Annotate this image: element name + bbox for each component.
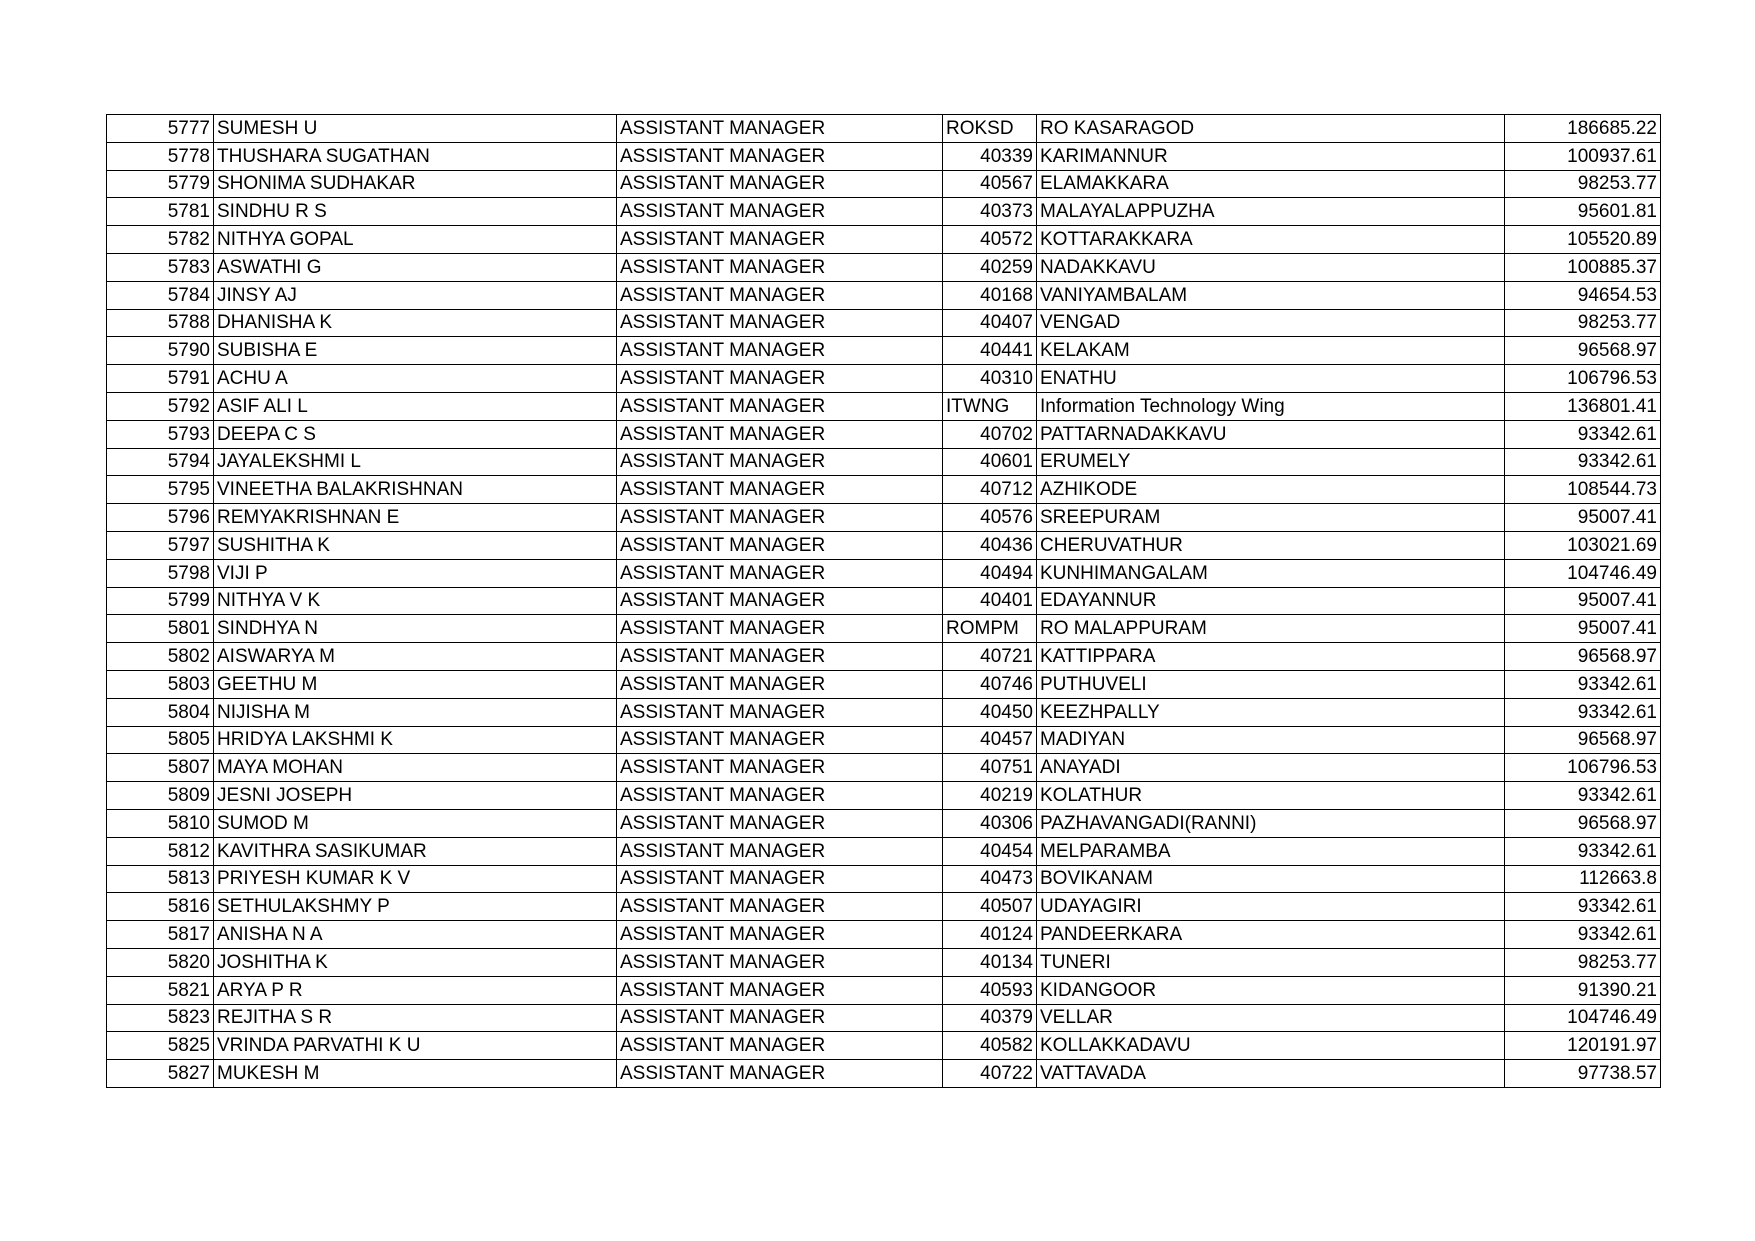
employee-id-cell: 5794 — [107, 448, 214, 476]
designation-cell: ASSISTANT MANAGER — [617, 809, 943, 837]
designation-cell: ASSISTANT MANAGER — [617, 476, 943, 504]
table-row — [107, 281, 1661, 309]
amount-cell: 91390.21 — [1505, 976, 1661, 1004]
table-row — [107, 115, 1661, 143]
office-code-cell: 40457 — [943, 726, 1037, 754]
employee-name-cell: NIJISHA M — [214, 698, 617, 726]
office-code-cell: 40339 — [943, 142, 1037, 170]
employee-id-cell: 5783 — [107, 253, 214, 281]
office-code-cell: 40436 — [943, 531, 1037, 559]
designation-cell: ASSISTANT MANAGER — [617, 948, 943, 976]
employee-name-cell: ARYA P R — [214, 976, 617, 1004]
designation-cell: ASSISTANT MANAGER — [617, 448, 943, 476]
employee-id-cell: 5799 — [107, 587, 214, 615]
table-row — [107, 782, 1661, 810]
office-name-cell: ERUMELY — [1037, 448, 1505, 476]
designation-cell: ASSISTANT MANAGER — [617, 865, 943, 893]
employee-name-cell: SINDHU R S — [214, 198, 617, 226]
office-name-cell: ELAMAKKARA — [1037, 170, 1505, 198]
designation-cell: ASSISTANT MANAGER — [617, 504, 943, 532]
amount-cell: 104746.49 — [1505, 559, 1661, 587]
employee-name-cell: VIJI P — [214, 559, 617, 587]
table-body — [107, 115, 1661, 1088]
employee-id-cell: 5797 — [107, 531, 214, 559]
employee-name-cell: JINSY AJ — [214, 281, 617, 309]
salary-table — [106, 114, 1661, 1088]
designation-cell: ASSISTANT MANAGER — [617, 531, 943, 559]
office-code-cell: 40450 — [943, 698, 1037, 726]
amount-cell: 95007.41 — [1505, 587, 1661, 615]
designation-cell: ASSISTANT MANAGER — [617, 754, 943, 782]
designation-cell: ASSISTANT MANAGER — [617, 837, 943, 865]
employee-id-cell: 5778 — [107, 142, 214, 170]
amount-cell: 100937.61 — [1505, 142, 1661, 170]
table-row — [107, 698, 1661, 726]
amount-cell: 93342.61 — [1505, 893, 1661, 921]
employee-id-cell: 5782 — [107, 226, 214, 254]
office-code-cell: 40721 — [943, 643, 1037, 671]
office-name-cell: KARIMANNUR — [1037, 142, 1505, 170]
office-code-cell: 40567 — [943, 170, 1037, 198]
amount-cell: 95007.41 — [1505, 615, 1661, 643]
office-code-cell: 40259 — [943, 253, 1037, 281]
office-name-cell: KOLLAKKADAVU — [1037, 1032, 1505, 1060]
office-name-cell: PATTARNADAKKAVU — [1037, 420, 1505, 448]
employee-id-cell: 5825 — [107, 1032, 214, 1060]
office-code-cell: 40572 — [943, 226, 1037, 254]
designation-cell: ASSISTANT MANAGER — [617, 281, 943, 309]
office-name-cell: ENATHU — [1037, 365, 1505, 393]
office-code-cell: 40576 — [943, 504, 1037, 532]
table-row — [107, 309, 1661, 337]
office-code-cell: 40722 — [943, 1060, 1037, 1088]
employee-id-cell: 5817 — [107, 921, 214, 949]
table-row — [107, 670, 1661, 698]
amount-cell: 93342.61 — [1505, 698, 1661, 726]
office-name-cell: AZHIKODE — [1037, 476, 1505, 504]
office-code-cell: 40310 — [943, 365, 1037, 393]
employee-name-cell: SUMOD M — [214, 809, 617, 837]
employee-name-cell: JAYALEKSHMI L — [214, 448, 617, 476]
designation-cell: ASSISTANT MANAGER — [617, 698, 943, 726]
designation-cell: ASSISTANT MANAGER — [617, 365, 943, 393]
table-row — [107, 1032, 1661, 1060]
office-code-cell: 40582 — [943, 1032, 1037, 1060]
office-name-cell: KOLATHUR — [1037, 782, 1505, 810]
employee-name-cell: GEETHU M — [214, 670, 617, 698]
employee-name-cell: SHONIMA SUDHAKAR — [214, 170, 617, 198]
employee-name-cell: SUSHITHA K — [214, 531, 617, 559]
table-row — [107, 865, 1661, 893]
designation-cell: ASSISTANT MANAGER — [617, 726, 943, 754]
employee-name-cell: VRINDA PARVATHI K U — [214, 1032, 617, 1060]
amount-cell: 96568.97 — [1505, 726, 1661, 754]
table-row — [107, 893, 1661, 921]
table-row — [107, 921, 1661, 949]
employee-name-cell: DEEPA C S — [214, 420, 617, 448]
employee-id-cell: 5801 — [107, 615, 214, 643]
designation-cell: ASSISTANT MANAGER — [617, 309, 943, 337]
table-row — [107, 170, 1661, 198]
amount-cell: 95007.41 — [1505, 504, 1661, 532]
amount-cell: 96568.97 — [1505, 337, 1661, 365]
office-name-cell: PANDEERKARA — [1037, 921, 1505, 949]
office-name-cell: EDAYANNUR — [1037, 587, 1505, 615]
designation-cell: ASSISTANT MANAGER — [617, 1004, 943, 1032]
office-name-cell: MADIYAN — [1037, 726, 1505, 754]
office-code-cell: ITWNG — [943, 392, 1037, 420]
designation-cell: ASSISTANT MANAGER — [617, 1060, 943, 1088]
office-name-cell: TUNERI — [1037, 948, 1505, 976]
employee-name-cell: MUKESH M — [214, 1060, 617, 1088]
office-code-cell: 40473 — [943, 865, 1037, 893]
office-name-cell: KIDANGOOR — [1037, 976, 1505, 1004]
amount-cell: 105520.89 — [1505, 226, 1661, 254]
table-row — [107, 948, 1661, 976]
table-row — [107, 337, 1661, 365]
employee-id-cell: 5812 — [107, 837, 214, 865]
office-name-cell: KOTTARAKKARA — [1037, 226, 1505, 254]
employee-id-cell: 5802 — [107, 643, 214, 671]
employee-name-cell: SETHULAKSHMY P — [214, 893, 617, 921]
office-code-cell: 40124 — [943, 921, 1037, 949]
employee-name-cell: JOSHITHA K — [214, 948, 617, 976]
employee-name-cell: NITHYA GOPAL — [214, 226, 617, 254]
employee-name-cell: REJITHA S R — [214, 1004, 617, 1032]
employee-id-cell: 5788 — [107, 309, 214, 337]
office-code-cell: 40601 — [943, 448, 1037, 476]
office-code-cell: 40454 — [943, 837, 1037, 865]
employee-id-cell: 5816 — [107, 893, 214, 921]
employee-name-cell: DHANISHA K — [214, 309, 617, 337]
amount-cell: 136801.41 — [1505, 392, 1661, 420]
designation-cell: ASSISTANT MANAGER — [617, 559, 943, 587]
table-row — [107, 531, 1661, 559]
table-row — [107, 1060, 1661, 1088]
employee-id-cell: 5796 — [107, 504, 214, 532]
designation-cell: ASSISTANT MANAGER — [617, 782, 943, 810]
office-code-cell: 40441 — [943, 337, 1037, 365]
office-name-cell: UDAYAGIRI — [1037, 893, 1505, 921]
table-row — [107, 1004, 1661, 1032]
office-code-cell: 40168 — [943, 281, 1037, 309]
table-row — [107, 615, 1661, 643]
employee-id-cell: 5805 — [107, 726, 214, 754]
amount-cell: 103021.69 — [1505, 531, 1661, 559]
designation-cell: ASSISTANT MANAGER — [617, 643, 943, 671]
office-name-cell: NADAKKAVU — [1037, 253, 1505, 281]
designation-cell: ASSISTANT MANAGER — [617, 115, 943, 143]
office-code-cell: 40401 — [943, 587, 1037, 615]
office-name-cell: KUNHIMANGALAM — [1037, 559, 1505, 587]
employee-name-cell: AISWARYA M — [214, 643, 617, 671]
employee-id-cell: 5781 — [107, 198, 214, 226]
employee-name-cell: ASIF ALI L — [214, 392, 617, 420]
designation-cell: ASSISTANT MANAGER — [617, 587, 943, 615]
employee-name-cell: REMYAKRISHNAN E — [214, 504, 617, 532]
office-name-cell: VELLAR — [1037, 1004, 1505, 1032]
employee-name-cell: KAVITHRA SASIKUMAR — [214, 837, 617, 865]
office-name-cell: CHERUVATHUR — [1037, 531, 1505, 559]
employee-id-cell: 5804 — [107, 698, 214, 726]
employee-name-cell: THUSHARA SUGATHAN — [214, 142, 617, 170]
employee-name-cell: ACHU A — [214, 365, 617, 393]
table-row — [107, 420, 1661, 448]
office-name-cell: KEEZHPALLY — [1037, 698, 1505, 726]
table-row — [107, 726, 1661, 754]
office-code-cell: 40494 — [943, 559, 1037, 587]
office-code-cell: 40407 — [943, 309, 1037, 337]
designation-cell: ASSISTANT MANAGER — [617, 893, 943, 921]
designation-cell: ASSISTANT MANAGER — [617, 226, 943, 254]
amount-cell: 93342.61 — [1505, 921, 1661, 949]
table-row — [107, 226, 1661, 254]
office-code-cell: ROMPM — [943, 615, 1037, 643]
amount-cell: 93342.61 — [1505, 670, 1661, 698]
employee-id-cell: 5807 — [107, 754, 214, 782]
table-row — [107, 142, 1661, 170]
table-row — [107, 448, 1661, 476]
table-row — [107, 587, 1661, 615]
amount-cell: 106796.53 — [1505, 365, 1661, 393]
table-row — [107, 976, 1661, 1004]
amount-cell: 98253.77 — [1505, 170, 1661, 198]
employee-id-cell: 5810 — [107, 809, 214, 837]
employee-name-cell: SUMESH U — [214, 115, 617, 143]
office-name-cell: ANAYADI — [1037, 754, 1505, 782]
office-name-cell: VANIYAMBALAM — [1037, 281, 1505, 309]
office-code-cell: 40751 — [943, 754, 1037, 782]
designation-cell: ASSISTANT MANAGER — [617, 392, 943, 420]
office-code-cell: 40712 — [943, 476, 1037, 504]
employee-id-cell: 5791 — [107, 365, 214, 393]
office-code-cell: 40373 — [943, 198, 1037, 226]
employee-name-cell: ASWATHI G — [214, 253, 617, 281]
table-row — [107, 365, 1661, 393]
amount-cell: 93342.61 — [1505, 782, 1661, 810]
designation-cell: ASSISTANT MANAGER — [617, 670, 943, 698]
designation-cell: ASSISTANT MANAGER — [617, 253, 943, 281]
table-row — [107, 837, 1661, 865]
employee-name-cell: JESNI JOSEPH — [214, 782, 617, 810]
office-name-cell: PAZHAVANGADI(RANNI) — [1037, 809, 1505, 837]
employee-name-cell: NITHYA V K — [214, 587, 617, 615]
amount-cell: 96568.97 — [1505, 643, 1661, 671]
office-code-cell: 40306 — [943, 809, 1037, 837]
employee-id-cell: 5798 — [107, 559, 214, 587]
amount-cell: 96568.97 — [1505, 809, 1661, 837]
table-row — [107, 504, 1661, 532]
employee-id-cell: 5777 — [107, 115, 214, 143]
office-code-cell: ROKSD — [943, 115, 1037, 143]
employee-id-cell: 5813 — [107, 865, 214, 893]
office-code-cell: 40379 — [943, 1004, 1037, 1032]
employee-name-cell: PRIYESH KUMAR K V — [214, 865, 617, 893]
amount-cell: 112663.8 — [1505, 865, 1661, 893]
amount-cell: 108544.73 — [1505, 476, 1661, 504]
amount-cell: 93342.61 — [1505, 448, 1661, 476]
table-row — [107, 198, 1661, 226]
employee-name-cell: SUBISHA E — [214, 337, 617, 365]
employee-id-cell: 5793 — [107, 420, 214, 448]
designation-cell: ASSISTANT MANAGER — [617, 142, 943, 170]
employee-id-cell: 5823 — [107, 1004, 214, 1032]
office-name-cell: MELPARAMBA — [1037, 837, 1505, 865]
amount-cell: 120191.97 — [1505, 1032, 1661, 1060]
table-row — [107, 392, 1661, 420]
employee-name-cell: SINDHYA N — [214, 615, 617, 643]
employee-id-cell: 5821 — [107, 976, 214, 1004]
table-row — [107, 253, 1661, 281]
amount-cell: 100885.37 — [1505, 253, 1661, 281]
amount-cell: 93342.61 — [1505, 420, 1661, 448]
designation-cell: ASSISTANT MANAGER — [617, 337, 943, 365]
designation-cell: ASSISTANT MANAGER — [617, 1032, 943, 1060]
designation-cell: ASSISTANT MANAGER — [617, 615, 943, 643]
amount-cell: 94654.53 — [1505, 281, 1661, 309]
amount-cell: 95601.81 — [1505, 198, 1661, 226]
designation-cell: ASSISTANT MANAGER — [617, 420, 943, 448]
office-name-cell: BOVIKANAM — [1037, 865, 1505, 893]
employee-id-cell: 5803 — [107, 670, 214, 698]
employee-name-cell: HRIDYA LAKSHMI K — [214, 726, 617, 754]
office-name-cell: VENGAD — [1037, 309, 1505, 337]
amount-cell: 186685.22 — [1505, 115, 1661, 143]
amount-cell: 106796.53 — [1505, 754, 1661, 782]
designation-cell: ASSISTANT MANAGER — [617, 198, 943, 226]
employee-id-cell: 5827 — [107, 1060, 214, 1088]
office-name-cell: VATTAVADA — [1037, 1060, 1505, 1088]
office-name-cell: RO KASARAGOD — [1037, 115, 1505, 143]
amount-cell: 98253.77 — [1505, 948, 1661, 976]
designation-cell: ASSISTANT MANAGER — [617, 170, 943, 198]
employee-id-cell: 5792 — [107, 392, 214, 420]
amount-cell: 98253.77 — [1505, 309, 1661, 337]
office-code-cell: 40702 — [943, 420, 1037, 448]
table-row — [107, 809, 1661, 837]
office-name-cell: RO MALAPPURAM — [1037, 615, 1505, 643]
office-name-cell: MALAYALAPPUZHA — [1037, 198, 1505, 226]
employee-name-cell: VINEETHA BALAKRISHNAN — [214, 476, 617, 504]
office-code-cell: 40593 — [943, 976, 1037, 1004]
office-code-cell: 40746 — [943, 670, 1037, 698]
amount-cell: 104746.49 — [1505, 1004, 1661, 1032]
office-name-cell: Information Technology Wing — [1037, 392, 1505, 420]
employee-id-cell: 5784 — [107, 281, 214, 309]
office-name-cell: PUTHUVELI — [1037, 670, 1505, 698]
office-code-cell: 40134 — [943, 948, 1037, 976]
table-row — [107, 559, 1661, 587]
office-name-cell: KATTIPPARA — [1037, 643, 1505, 671]
employee-id-cell: 5809 — [107, 782, 214, 810]
employee-id-cell: 5790 — [107, 337, 214, 365]
table-row — [107, 476, 1661, 504]
designation-cell: ASSISTANT MANAGER — [617, 921, 943, 949]
table-row — [107, 754, 1661, 782]
amount-cell: 93342.61 — [1505, 837, 1661, 865]
table-row — [107, 643, 1661, 671]
office-name-cell: KELAKAM — [1037, 337, 1505, 365]
office-name-cell: SREEPURAM — [1037, 504, 1505, 532]
designation-cell: ASSISTANT MANAGER — [617, 976, 943, 1004]
employee-id-cell: 5795 — [107, 476, 214, 504]
office-code-cell: 40219 — [943, 782, 1037, 810]
employee-name-cell: MAYA MOHAN — [214, 754, 617, 782]
amount-cell: 97738.57 — [1505, 1060, 1661, 1088]
office-code-cell: 40507 — [943, 893, 1037, 921]
employee-id-cell: 5779 — [107, 170, 214, 198]
employee-name-cell: ANISHA N A — [214, 921, 617, 949]
employee-id-cell: 5820 — [107, 948, 214, 976]
